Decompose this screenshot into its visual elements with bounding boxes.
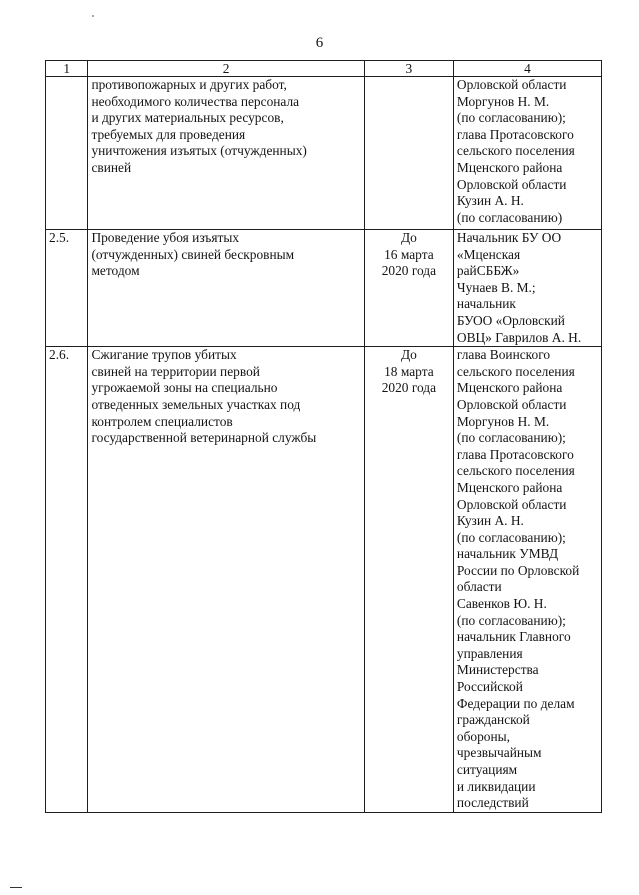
measure-description [88,230,364,347]
responsible-persons-line: Кузин А. Н. [456,513,524,529]
responsible-persons-line: (по согласованию); [456,430,566,446]
responsible-persons-line: ситуациям [456,762,518,777]
deadline-line: До [400,347,417,363]
responsible-persons-line: Федерации по делам [456,695,575,711]
item-number: 2.5. [46,230,88,347]
responsible-persons-line: (по согласованию); [456,529,566,545]
responsible-persons-line: России по Орловской [456,562,580,578]
responsible-persons [453,230,601,347]
responsible-persons-line: (по согласованию); [456,612,566,628]
measure-description [88,347,364,813]
measure-description-line: Проведение убоя изъятых [91,230,240,245]
measure-description-line: контролем специалистов [91,413,233,429]
responsible-persons-line: Савенков Ю. Н. [456,596,547,612]
deadline-line: 2020 года [381,263,437,279]
responsible-persons-line: управления [456,645,523,661]
measure-description-line: государственной ветеринарной службы [91,430,317,446]
responsible-persons-line: Министерства [456,662,539,678]
item-number: 2.6. [46,347,88,813]
responsible-persons-line: сельского поселения [456,143,575,159]
responsible-persons-line: Мценского района [456,479,563,495]
deadline-line: 18 марта [384,363,434,379]
responsible-persons-line: ОВЦ» Гаврилов А. Н. [456,329,582,345]
responsible-persons-line: области [456,579,502,595]
measure-description-line: и других материальных ресурсов, [91,110,284,126]
measure-description-line: свиней [91,159,132,175]
item-number [46,77,88,230]
responsible-persons-line: Российской [456,679,523,695]
measure-description-line: уничтожения изъятых (отчужденных) [91,143,307,159]
responsible-persons-line: обороны, [456,728,511,744]
column-header-1: 1 [46,61,88,77]
responsible-persons-line: Орловской области [456,77,567,92]
responsible-persons-line: Орловской области [456,496,567,512]
measure-description-line: отведенных земельных участках под [91,396,301,412]
responsible-persons-line: (по согласованию); [456,110,566,126]
responsible-persons-line: глава Воинского [456,347,551,363]
measure-description-line: свиней на территории первой [91,363,260,379]
responsible-persons-line: райСББЖ» [456,263,520,279]
responsible-persons-line: Орловской области [456,176,567,192]
responsible-persons-line: Мценского района [456,159,563,175]
responsible-persons-line: Чунаев В. М.; [456,279,536,295]
measure-description-line: необходимого количества персонала [91,93,300,109]
responsible-persons-line: чрезвычайным [456,745,542,761]
responsible-persons-line: (по согласованию) [456,209,563,225]
measures-table [45,60,602,813]
responsible-persons-line: БУОО «Орловский [456,312,565,328]
responsible-persons-line: Моргунов Н. М. [456,93,550,109]
responsible-persons-line: Начальник БУ ОО [456,230,562,245]
responsible-persons-line: «Мценская [456,246,521,262]
deadline [364,77,453,230]
responsible-persons-line: Орловской области [456,396,567,412]
table-header-row [46,61,602,77]
responsible-persons-line: начальник УМВД [456,546,559,562]
measure-description-line: Сжигание трупов убитых [91,347,237,363]
deadline-line: 16 марта [384,246,434,262]
measure-description-line: угрожаемой зоны на специально [91,380,278,396]
measure-description [88,77,364,230]
responsible-persons [453,77,601,230]
responsible-persons-line: Моргунов Н. М. [456,413,550,429]
measure-description-line: противопожарных и других работ, [91,77,287,92]
responsible-persons-line: глава Протасовского [456,126,574,142]
deadline-line: До [400,230,417,245]
responsible-persons-line: глава Протасовского [456,446,574,462]
table-row [46,347,602,813]
page-edge-mark [10,887,22,888]
measure-description-line: методом [91,263,140,279]
responsible-persons-line: сельского поселения [456,463,575,479]
deadline [364,230,453,347]
responsible-persons-line: начальник Главного [456,629,571,645]
responsible-persons-line: Мценского района [456,380,563,396]
deadline-line: 2020 года [381,380,437,396]
column-header-3: 3 [364,61,453,77]
responsible-persons-line: гражданской [456,712,530,728]
column-header-2: 2 [88,61,364,77]
table-row [46,230,602,347]
responsible-persons-line: и ликвидации [456,778,536,794]
column-header-4: 4 [453,61,601,77]
page-number: 6 [315,35,324,51]
table-row [46,77,602,230]
measure-description-line: требуемых для проведения [91,126,246,142]
responsible-persons-line: начальник [456,296,516,312]
responsible-persons-line: сельского поселения [456,363,575,379]
measure-description-line: (отчужденных) свиней бескровным [91,246,295,262]
deadline [364,347,453,813]
responsible-persons [453,347,601,813]
responsible-persons-line: последствий [456,795,529,811]
responsible-persons-line: Кузин А. Н. [456,193,524,209]
scan-speck [92,15,94,17]
